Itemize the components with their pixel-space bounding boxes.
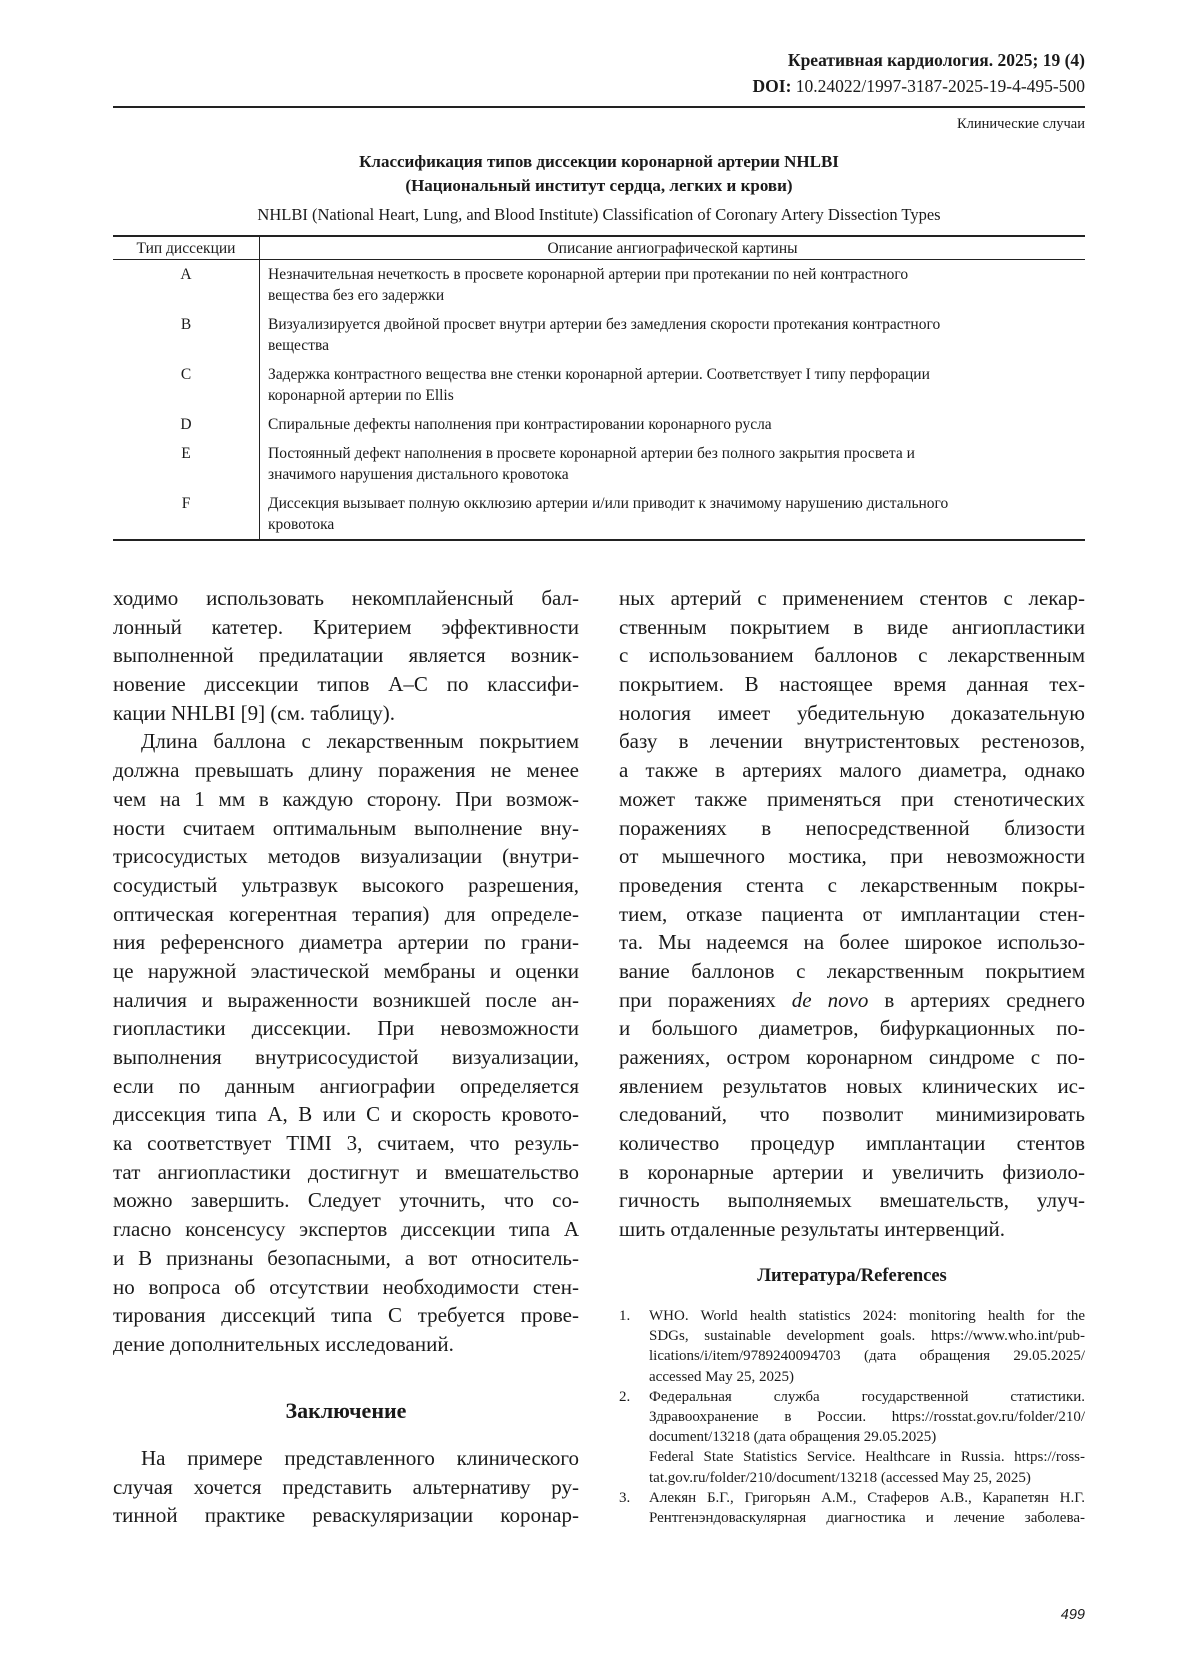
reference-line: WHO. World health statistics 2024: monitoring health for the xyxy=(649,1306,1085,1326)
doi-label: DOI: xyxy=(753,76,792,96)
classification-table xyxy=(113,235,1085,541)
text-line: чем на 1 мм в каждую сторону. При возмож- xyxy=(113,785,579,814)
text-line: дение дополнительных исследований. xyxy=(113,1330,579,1359)
text-line: гласно консенсусу экспертов диссекции типа А xyxy=(113,1215,579,1244)
reference-text xyxy=(649,1387,1085,1488)
header-rule xyxy=(113,106,1085,108)
right-column xyxy=(619,584,1085,1244)
page-number: 499 xyxy=(1061,1607,1085,1623)
table-title xyxy=(113,150,1085,198)
reference-item xyxy=(619,1488,1085,1528)
reference-line: accessed May 25, 2025) xyxy=(649,1367,1085,1387)
reference-line: lications/i/item/9789240094703 (дата обращения 29.05.2025/ xyxy=(649,1346,1085,1366)
dissection-type: F xyxy=(113,489,260,540)
table-row xyxy=(113,260,1085,311)
reference-line: Федеральная служба государственной статистики. xyxy=(649,1387,1085,1407)
text-line: та. Мы надеемся на более широкое использо- xyxy=(619,928,1085,957)
text-line: базу в лечении внутристентовых рестенозов, xyxy=(619,727,1085,756)
text-line: трисосудистых методов визуализации (внутри- xyxy=(113,842,579,871)
table-title-line: (Национальный институт сердца, легких и крови) xyxy=(113,174,1085,198)
reference-number: 2. xyxy=(619,1387,649,1488)
reference-item xyxy=(619,1387,1085,1488)
table-row xyxy=(113,410,1085,439)
text-line: должна превышать длину поражения не менее xyxy=(113,756,579,785)
text-line: и большого диаметров, бифуркационных по- xyxy=(619,1014,1085,1043)
text-fragment: в артериях среднего xyxy=(868,988,1085,1012)
dissection-description xyxy=(260,260,1086,311)
text-line: На примере представленного клинического xyxy=(113,1444,579,1473)
doi-value: 10.24022/1997-3187-2025-19-4-495-500 xyxy=(791,76,1085,96)
description-line: вещества xyxy=(268,335,1077,356)
table-title-line: Классификация типов диссекции коронарной артерии NHLBI xyxy=(113,150,1085,174)
description-line: Задержка контрастного вещества вне стенки коронарной артерии. Соответствует I типу перфорации xyxy=(268,364,1077,385)
references-list xyxy=(619,1306,1085,1528)
description-line: значимого нарушения дистального кровотока xyxy=(268,464,1077,485)
conclusion-heading: Заключение xyxy=(113,1398,579,1424)
text-line: тинной практике реваскуляризации коронар- xyxy=(113,1501,579,1530)
table-title-english: NHLBI (National Heart, Lung, and Blood Institute) Classification of Coronary Artery Dissection Types xyxy=(113,205,1085,225)
italic-term: de novo xyxy=(792,988,869,1012)
description-line: вещества без его задержки xyxy=(268,285,1077,306)
text-line: в коронарные артерии и увеличить физиоло- xyxy=(619,1158,1085,1187)
text-line: вание баллонов с лекарственным покрытием xyxy=(619,957,1085,986)
text-line: если по данным ангиографии определяется xyxy=(113,1072,579,1101)
description-line: коронарной артерии по Ellis xyxy=(268,385,1077,406)
text-line: гиопластики диссекции. При невозможности xyxy=(113,1014,579,1043)
table-header-row xyxy=(113,236,1085,260)
text-line: следований, что позволит минимизировать xyxy=(619,1100,1085,1129)
text-line: от мышечного мостика, при невозможности xyxy=(619,842,1085,871)
text-line: оптическая когерентная терапия) для определе- xyxy=(113,900,579,929)
text-line: может также применяться при стенотических xyxy=(619,785,1085,814)
doi xyxy=(753,76,1085,97)
text-line: новение диссекции типов А–С по классифи- xyxy=(113,670,579,699)
reference-line: document/13218 (дата обращения 29.05.2025) xyxy=(649,1427,1085,1447)
dissection-description xyxy=(260,360,1086,410)
dissection-type: C xyxy=(113,360,260,410)
reference-number: 3. xyxy=(619,1488,649,1528)
description-line: кровотока xyxy=(268,514,1077,535)
dissection-type: B xyxy=(113,310,260,360)
text-line: Длина баллона с лекарственным покрытием xyxy=(113,727,579,756)
text-line: це наружной эластической мембраны и оценки xyxy=(113,957,579,986)
text-line: выполненной предилатации является возник- xyxy=(113,641,579,670)
text-line: ния референсного диаметра артерии по грани- xyxy=(113,928,579,957)
reference-line: Federal State Statistics Service. Healthcare in Russia. https://ross- xyxy=(649,1447,1085,1467)
column-header-type: Тип диссекции xyxy=(113,236,260,260)
text-line: покрытием. В настоящее время данная тех- xyxy=(619,670,1085,699)
description-line: Визуализируется двойной просвет внутри артерии без замедления скорости протекания контрастного xyxy=(268,314,1077,335)
text-line: диссекция типа А, В или С и скорость кровото- xyxy=(113,1100,579,1129)
text-line: ражениях, остром коронарном синдроме с по- xyxy=(619,1043,1085,1072)
dissection-type: A xyxy=(113,260,260,311)
text-line: кации NHLBI [9] (см. таблицу). xyxy=(113,699,579,728)
journal-citation: Креативная кардиология. 2025; 19 (4) xyxy=(788,50,1085,71)
dissection-description xyxy=(260,489,1086,540)
description-line: Спиральные дефекты наполнения при контрастировании коронарного русла xyxy=(268,414,1077,435)
references-heading: Литература/References xyxy=(619,1266,1085,1287)
text-line: и В признаны безопасными, а вот относитель- xyxy=(113,1244,579,1273)
section-label: Клинические случаи xyxy=(957,116,1085,133)
text-line: ственным покрытием в виде ангиопластики xyxy=(619,613,1085,642)
dissection-description xyxy=(260,310,1086,360)
text-line: ка соответствует TIMI 3, считаем, что резуль- xyxy=(113,1129,579,1158)
description-line: Незначительная нечеткость в просвете коронарной артерии при протекании по ней контрастного xyxy=(268,264,1077,285)
text-line: поражениях в непосредственной близости xyxy=(619,814,1085,843)
left-column xyxy=(113,584,579,1359)
reference-text xyxy=(649,1488,1085,1528)
conclusion-paragraph xyxy=(113,1444,579,1530)
text-line: лонный катетер. Критерием эффективности xyxy=(113,613,579,642)
description-line: Диссекция вызывает полную окклюзию артерии и/или приводит к значимому нарушению дистального xyxy=(268,493,1077,514)
text-line: проведения стента с лекарственным покры- xyxy=(619,871,1085,900)
text-line: тирования диссекций типа С требуется прове- xyxy=(113,1301,579,1330)
text-line: сосудистый ультразвук высокого разрешения, xyxy=(113,871,579,900)
reference-line: Здравоохранение в России. https://rosstat.gov.ru/folder/210/ xyxy=(649,1407,1085,1427)
text-line: явлением результатов новых клинических ис- xyxy=(619,1072,1085,1101)
dissection-type: D xyxy=(113,410,260,439)
reference-text xyxy=(649,1306,1085,1387)
text-line: а также в артериях малого диаметра, однако xyxy=(619,756,1085,785)
dissection-type: E xyxy=(113,439,260,489)
text-line: с использованием баллонов с лекарственным xyxy=(619,641,1085,670)
reference-line: tat.gov.ru/folder/210/document/13218 (accessed May 25, 2025) xyxy=(649,1468,1085,1488)
column-header-description: Описание ангиографической картины xyxy=(260,236,1086,260)
dissection-description xyxy=(260,410,1086,439)
text-line: нология имеет убедительную доказательную xyxy=(619,699,1085,728)
text-line: наличия и выраженности возникшей после ан- xyxy=(113,986,579,1015)
dissection-description xyxy=(260,439,1086,489)
reference-line: Алекян Б.Г., Григорьян А.М., Стаферов А.В., Карапетян Н.Г. xyxy=(649,1488,1085,1508)
text-fragment: при поражениях xyxy=(619,988,792,1012)
reference-line: SDGs, sustainable development goals. https://www.who.int/pub- xyxy=(649,1326,1085,1346)
table-row xyxy=(113,439,1085,489)
text-line: случая хочется представить альтернативу ру- xyxy=(113,1473,579,1502)
reference-line: Рентгенэндоваскулярная диагностика и лечение заболева- xyxy=(649,1508,1085,1528)
table-row xyxy=(113,489,1085,540)
text-line: шить отдаленные результаты интервенций. xyxy=(619,1215,1085,1244)
table-row xyxy=(113,360,1085,410)
text-line: но вопроса об отсутствии необходимости стен- xyxy=(113,1273,579,1302)
text-line: количество процедур имплантации стентов xyxy=(619,1129,1085,1158)
reference-item xyxy=(619,1306,1085,1387)
text-line: тат ангиопластики достигнут и вмешательство xyxy=(113,1158,579,1187)
description-line: Постоянный дефект наполнения в просвете коронарной артерии без полного закрытия просвета и xyxy=(268,443,1077,464)
table-row xyxy=(113,310,1085,360)
text-line: ности считаем оптимальным выполнение вну- xyxy=(113,814,579,843)
text-line: выполнения внутрисосудистой визуализации, xyxy=(113,1043,579,1072)
text-line: ных артерий с применением стентов с лекар- xyxy=(619,584,1085,613)
reference-number: 1. xyxy=(619,1306,649,1387)
text-line: тием, отказе пациента от имплантации стен- xyxy=(619,900,1085,929)
text-line: можно завершить. Следует уточнить, что со- xyxy=(113,1186,579,1215)
text-line: гичность выполняемых вмешательств, улуч- xyxy=(619,1186,1085,1215)
text-line: ходимо использовать некомплайенсный бал- xyxy=(113,584,579,613)
text-line xyxy=(619,986,1085,1015)
